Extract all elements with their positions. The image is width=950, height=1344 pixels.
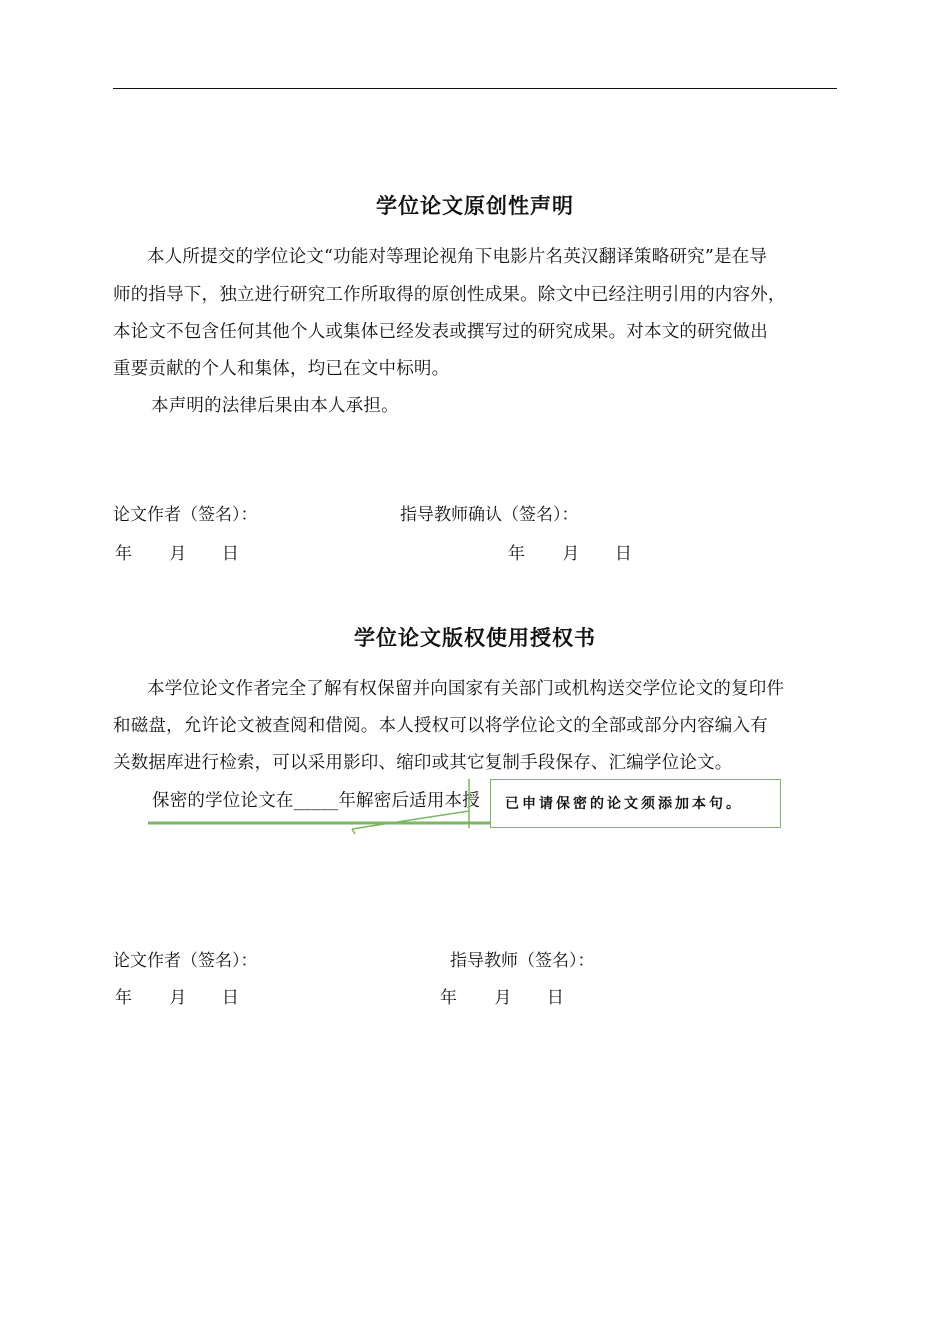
originality-para-line-2: 师的指导下，独立进行研究工作所取得的原创性成果。除文中已经注明引用的内容外， [113, 285, 786, 305]
date-month: 月 [169, 988, 187, 1008]
date-year: 年 [115, 988, 132, 1008]
copyright-advisor-signature-label: 指导教师（签名）： [450, 951, 595, 971]
originality-author-signature-label: 论文作者（签名）： [113, 505, 258, 525]
copyright-para-line-1: 本学位论文作者完全了解有权保留并向国家有关部门或机构送交学位论文的复印件 [147, 679, 785, 699]
date-month: 月 [169, 544, 187, 564]
originality-title: 学位论文原创性声明 [376, 194, 574, 218]
review-comment-text: 已申请保密的论文须添加本句。 [505, 796, 743, 812]
date-month: 月 [494, 988, 512, 1008]
copyright-title: 学位论文版权使用授权书 [354, 626, 596, 650]
originality-para-line-1: 本人所提交的学位论文“功能对等理论视角下电影片名英汉翻译策略研究”是在导 [147, 247, 768, 267]
date-year: 年 [508, 544, 525, 564]
secrecy-clause: 保密的学位论文在_____年解密后适用本授 [152, 791, 480, 811]
originality-advisor-signature-label: 指导教师确认（签名）： [400, 505, 579, 525]
date-day: 日 [221, 544, 239, 564]
copyright-para-line-3: 关数据库进行检索，可以采用影印、缩印或其它复制手段保存、汇编学位论文。 [113, 753, 733, 773]
date-day: 日 [614, 544, 632, 564]
date-day: 日 [546, 988, 564, 1008]
date-month: 月 [562, 544, 580, 564]
originality-para-line-3: 本论文不包含任何其他个人或集体已经发表或撰写过的研究成果。对本文的研究做出 [113, 322, 768, 342]
date-year: 年 [115, 544, 132, 564]
copyright-author-signature-label: 论文作者（签名）： [113, 951, 258, 971]
copyright-para-line-2: 和磁盘，允许论文被查阅和借阅。本人授权可以将学位论文的全部或部分内容编入有 [113, 716, 768, 736]
copyright-advisor-date [440, 983, 564, 1008]
date-day: 日 [221, 988, 239, 1008]
liability-statement: 本声明的法律后果由本人承担。 [151, 396, 399, 416]
originality-para-line-4: 重要贡献的个人和集体，均已在文中标明。 [113, 359, 450, 379]
copyright-author-date [115, 983, 239, 1008]
date-year: 年 [440, 988, 457, 1008]
